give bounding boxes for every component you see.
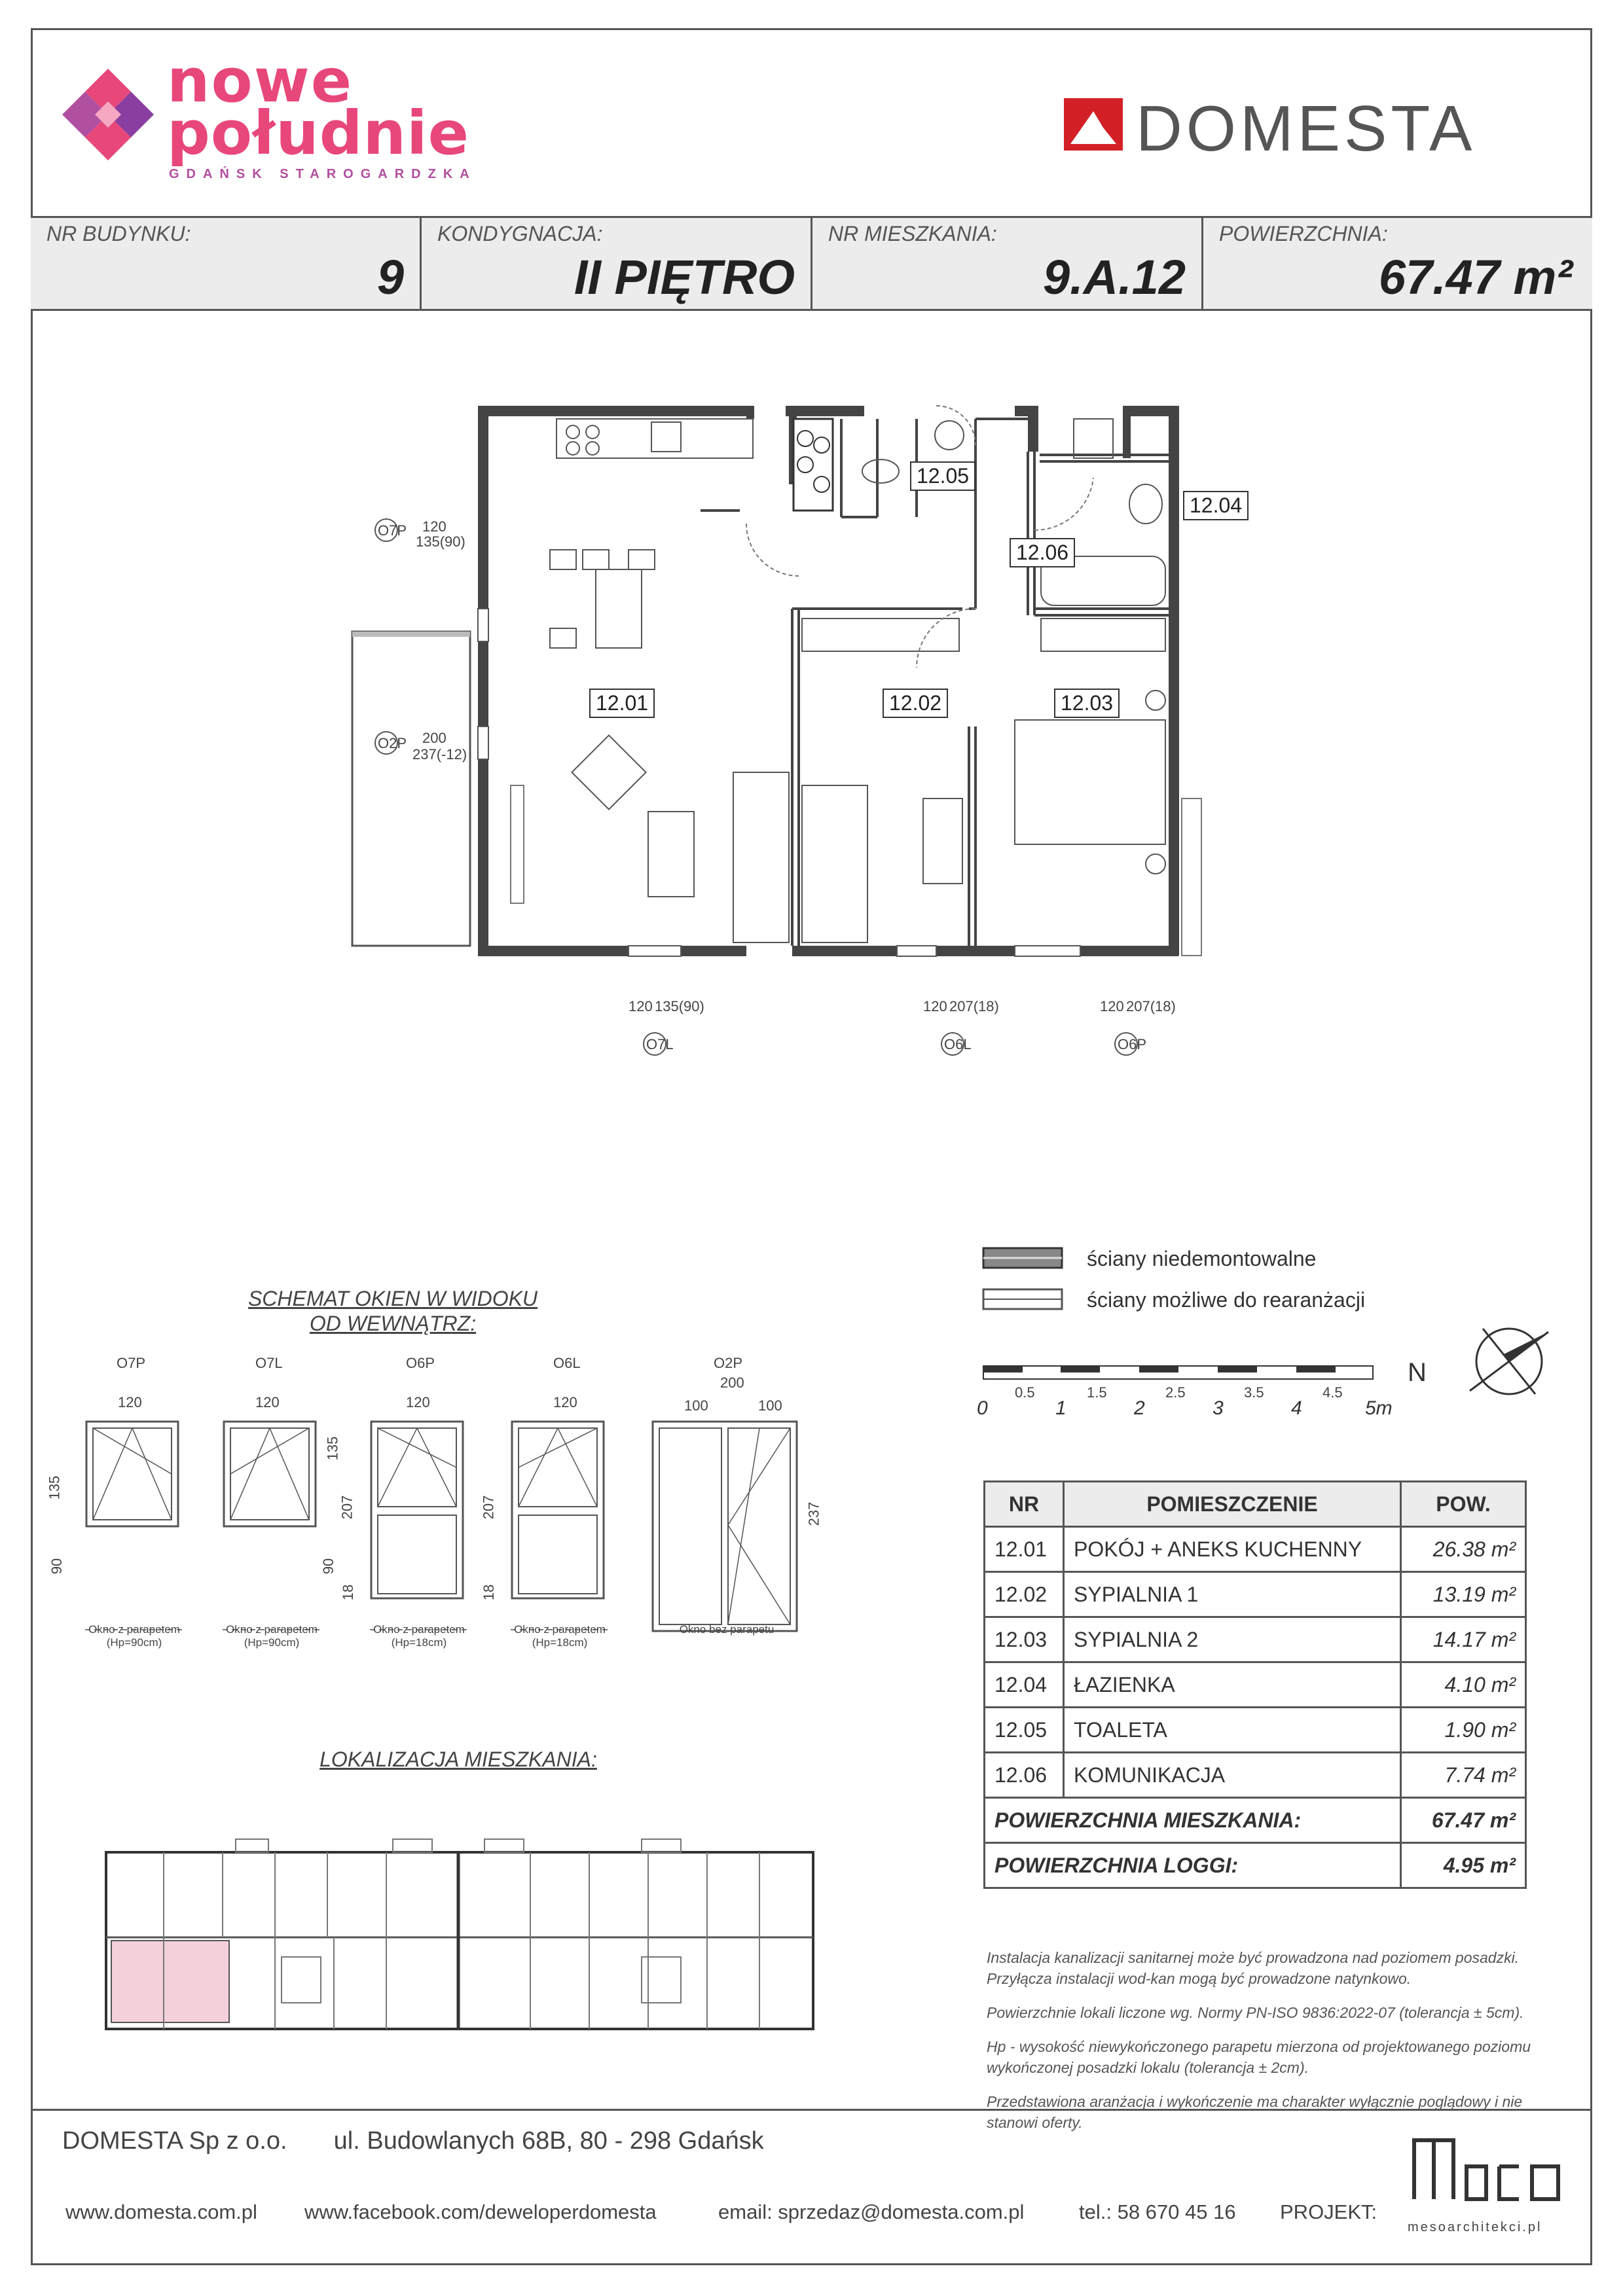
scale-half-0: 0.5 [1015, 1384, 1035, 1401]
row-room: ŁAZIENKA [1064, 1662, 1401, 1708]
schema-o2p-h1: 237 [805, 1501, 822, 1526]
brand-logo-subtitle: GDAŃSK STAROGARDZKA [169, 167, 477, 181]
schema-o6l-width: 120 [553, 1394, 577, 1410]
schema-o7p-code: O7P [117, 1355, 146, 1371]
schema-o6p-width: 120 [406, 1394, 430, 1410]
schema-o7l-code: O7L [255, 1355, 283, 1371]
schema-o7p-h2: 90 [48, 1558, 65, 1575]
schema-o2p-code: O2P [714, 1355, 743, 1371]
scale-1: 1 [1055, 1397, 1067, 1419]
table-row [985, 1708, 1526, 1753]
note-4: Przedstawiona aranżacja i wykończenie ma charakter wyłącznie poglądowy i nie stanowi oferty. [987, 2093, 1523, 2131]
scale-4: 4 [1291, 1397, 1302, 1419]
scale-half-4: 4.5 [1322, 1384, 1343, 1401]
legend-fixed-walls: ściany niedemontowalne [1087, 1247, 1317, 1270]
table-row [985, 1753, 1526, 1798]
footer-company-line [62, 2127, 764, 2155]
building-cell [31, 218, 422, 309]
dim-o2p-b: 237(-12) [412, 746, 467, 762]
row-room: POKÓJ + ANEKS KUCHENNY [1064, 1527, 1401, 1572]
developer-name: DOMESTA [1136, 92, 1476, 164]
dim-o6l-b: 207(18) [949, 998, 999, 1014]
dim-o7l-a: 120 [629, 998, 653, 1014]
schema-o7p-h1: 135 [46, 1475, 63, 1500]
schema-o6p-h2: 18 [340, 1584, 357, 1601]
location-building-plan [105, 1826, 818, 2042]
rooms-table [983, 1480, 1527, 1889]
schema-o2p-w1: 100 [684, 1397, 708, 1414]
location-title: LOKALIZACJA MIESZKANIA: [319, 1748, 597, 1771]
row-area: 1.90 m² [1401, 1708, 1526, 1753]
schema-o7p-caption2: (Hp=90cm) [106, 1636, 162, 1649]
floor-plan-drawing [347, 393, 1329, 1014]
schema-o2p-w2: 100 [758, 1397, 782, 1414]
table-header-room: POMIESZCZENIE [1064, 1482, 1401, 1527]
schema-o6p-window [370, 1420, 468, 1643]
schema-o2p-width: 200 [720, 1374, 744, 1391]
floor-label: KONDYGNACJA: [437, 222, 603, 245]
area-label: POWIERZCHNIA: [1219, 222, 1388, 245]
schema-o7p-caption1: Okno z parapetem [88, 1623, 180, 1636]
floor-cell [422, 218, 812, 309]
loggia-area-value: 4.95 m² [1401, 1843, 1526, 1888]
schema-o6l-h2: 18 [481, 1584, 498, 1601]
note-1: Instalacja kanalizacji sanitarnej może być prowadzona nad poziomem posadzki. Przyłącza instalacji wod-kan mogą być prowadzone natynkowo. [987, 1949, 1520, 1987]
row-area: 7.74 m² [1401, 1753, 1526, 1798]
scale-half-3: 3.5 [1244, 1384, 1264, 1401]
row-nr: 12.04 [985, 1662, 1064, 1708]
schema-o2p-window [651, 1420, 802, 1643]
building-value: 9 [376, 250, 404, 304]
window-mark-o6p: O6P [1118, 1036, 1147, 1052]
table-row [985, 1572, 1526, 1617]
notes [987, 1947, 1537, 2146]
row-nr: 12.01 [985, 1527, 1064, 1572]
schema-o7p-width: 120 [118, 1394, 142, 1410]
schema-o7p-caption [72, 1623, 196, 1649]
floor-value: II PIĘTRO [574, 250, 795, 304]
schema-o2p-caption1: Okno bez parapetu [679, 1623, 775, 1636]
north-label: N [1408, 1358, 1427, 1387]
windows-schema-title [196, 1286, 589, 1336]
scale-bar [982, 1365, 1375, 1384]
table-total-row [985, 1798, 1526, 1843]
apartment-value: 9.A.12 [1042, 250, 1186, 304]
nowe-poludnie-logo-icon [59, 65, 157, 164]
schema-o7l-width: 120 [255, 1394, 280, 1410]
schema-o6l-caption [498, 1623, 622, 1649]
floor-plan [347, 393, 1329, 1052]
loggia-area-label: POWIERZCHNIA LOGGI: [985, 1843, 1401, 1888]
legend-movable-walls: ściany możliwe do rearanżacji [1087, 1288, 1366, 1312]
note-3: Hp - wysokość niewykończonego parapetu mierzona od projektowanego poziomu wykończonej posadzki lokalu (tolerancja ± 2cm). [987, 2038, 1531, 2076]
row-nr: 12.03 [985, 1617, 1064, 1662]
dim-o7p-b: 135(90) [416, 533, 465, 550]
schema-o6p-caption1: Okno z parapetem [373, 1623, 465, 1636]
dim-o7l-b: 135(90) [655, 998, 704, 1014]
row-room: KOMUNIKACJA [1064, 1753, 1401, 1798]
scale-half-1: 1.5 [1087, 1384, 1107, 1401]
row-area: 14.17 m² [1401, 1617, 1526, 1662]
footer-email[interactable]: email: sprzedaz@domesta.com.pl [718, 2200, 1025, 2223]
schema-o6p-h1-left2: 90 [320, 1558, 337, 1575]
scale-half-2: 2.5 [1165, 1384, 1186, 1401]
schema-o6p-h1-left: 135 [324, 1436, 341, 1461]
schema-o7l-caption2: (Hp=90cm) [244, 1636, 300, 1649]
north-arrow-icon [1463, 1316, 1555, 1407]
schema-o7l-caption [210, 1623, 334, 1649]
footer-company: DOMESTA Sp z o.o. [62, 2127, 287, 2155]
window-mark-o7p: O7P [378, 522, 407, 539]
building-label: NR BUDYNKU: [46, 222, 191, 245]
dim-o7p-a: 120 [422, 518, 447, 535]
row-room: TOALETA [1064, 1708, 1401, 1753]
brand-logo-line2: południe [167, 98, 469, 168]
windows-schema-title-line1: SCHEMAT OKIEN W WIDOKU [247, 1287, 538, 1310]
footer-address: ul. Budowlanych 68B, 80 - 298 Gdańsk [333, 2127, 764, 2155]
total-area-label: POWIERZCHNIA MIESZKANIA: [985, 1798, 1401, 1843]
apartment-cell [812, 218, 1203, 309]
table-header-nr: NR [985, 1482, 1064, 1527]
dim-o6l-a: 120 [923, 998, 947, 1014]
table-header-row [985, 1482, 1526, 1527]
row-room: SYPIALNIA 2 [1064, 1617, 1401, 1662]
footer-facebook[interactable]: www.facebook.com/deweloperdomesta [304, 2200, 657, 2223]
scale-5: 5m [1365, 1397, 1393, 1419]
row-nr: 12.06 [985, 1753, 1064, 1798]
window-mark-o2p: O2P [378, 735, 407, 751]
schema-o2p-caption [665, 1623, 789, 1636]
schema-o7p-window [85, 1420, 183, 1643]
room-tag-12-02: 12.02 [883, 689, 948, 718]
row-nr: 12.02 [985, 1572, 1064, 1617]
dim-o6p-a: 120 [1100, 998, 1124, 1014]
schema-o6l-h1: 207 [480, 1495, 497, 1520]
total-area-value: 67.47 m² [1401, 1798, 1526, 1843]
schema-o7l-caption1: Okno z parapetem [226, 1623, 318, 1636]
table-header-area: POW. [1401, 1482, 1526, 1527]
apartment-info-bar [31, 216, 1592, 311]
footer-phone: tel.: 58 670 45 16 [1079, 2200, 1236, 2223]
schema-o6l-window [511, 1420, 609, 1643]
schema-o6l-caption1: Okno z parapetem [514, 1623, 606, 1636]
table-row [985, 1617, 1526, 1662]
table-loggia-row [985, 1843, 1526, 1888]
table-row [985, 1527, 1526, 1572]
footer-website[interactable]: www.domesta.com.pl [65, 2200, 257, 2223]
area-cell [1203, 218, 1588, 309]
row-nr: 12.05 [985, 1708, 1064, 1753]
table-row [985, 1662, 1526, 1708]
legend-wall-swatches [982, 1247, 1064, 1312]
apartment-label: NR MIESZKANIA: [828, 222, 997, 245]
schema-o6p-h1: 207 [338, 1495, 356, 1520]
brand-logo-line1: nowe [167, 46, 354, 116]
footer-project-label: PROJEKT: [1280, 2200, 1377, 2223]
window-mark-o6l: O6L [944, 1036, 972, 1052]
windows-schema [39, 1348, 825, 1662]
dim-o6p-b: 207(18) [1126, 998, 1176, 1014]
schema-o6l-caption2: (Hp=18cm) [532, 1636, 588, 1649]
schema-o6l-code: O6L [553, 1355, 581, 1371]
row-area: 26.38 m² [1401, 1527, 1526, 1572]
schema-o6p-caption [357, 1623, 481, 1649]
dim-o2p-a: 200 [422, 730, 447, 746]
window-mark-o7l: O7L [646, 1036, 674, 1052]
schema-o6p-code: O6P [406, 1355, 435, 1371]
schema-o7l-window [223, 1420, 321, 1643]
scale-2: 2 [1134, 1397, 1145, 1419]
schema-o6p-caption2: (Hp=18cm) [391, 1636, 447, 1649]
footer-architect: mesoarchitekci.pl [1408, 2220, 1542, 2234]
footer-divider [31, 2109, 1592, 2111]
area-value: 67.47 m² [1378, 250, 1573, 304]
windows-schema-title-line2: OD WEWNĄTRZ: [309, 1312, 477, 1335]
room-tag-12-03: 12.03 [1054, 689, 1120, 718]
scale-0: 0 [977, 1397, 988, 1419]
room-tag-12-06: 12.06 [1010, 538, 1075, 567]
note-2: Powierzchnie lokali liczone wg. Normy PN-ISO 9836:2022-07 (tolerancja ± 5cm). [987, 2004, 1524, 2021]
row-area: 4.10 m² [1401, 1662, 1526, 1708]
meso-architect-logo-icon [1408, 2127, 1571, 2219]
row-area: 13.19 m² [1401, 1572, 1526, 1617]
domesta-logo-icon [1064, 98, 1123, 151]
room-tag-12-01: 12.01 [589, 689, 655, 718]
room-tag-12-05: 12.05 [910, 461, 976, 491]
room-tag-12-04: 12.04 [1183, 491, 1249, 520]
row-room: SYPIALNIA 1 [1064, 1572, 1401, 1617]
scale-3: 3 [1213, 1397, 1224, 1419]
